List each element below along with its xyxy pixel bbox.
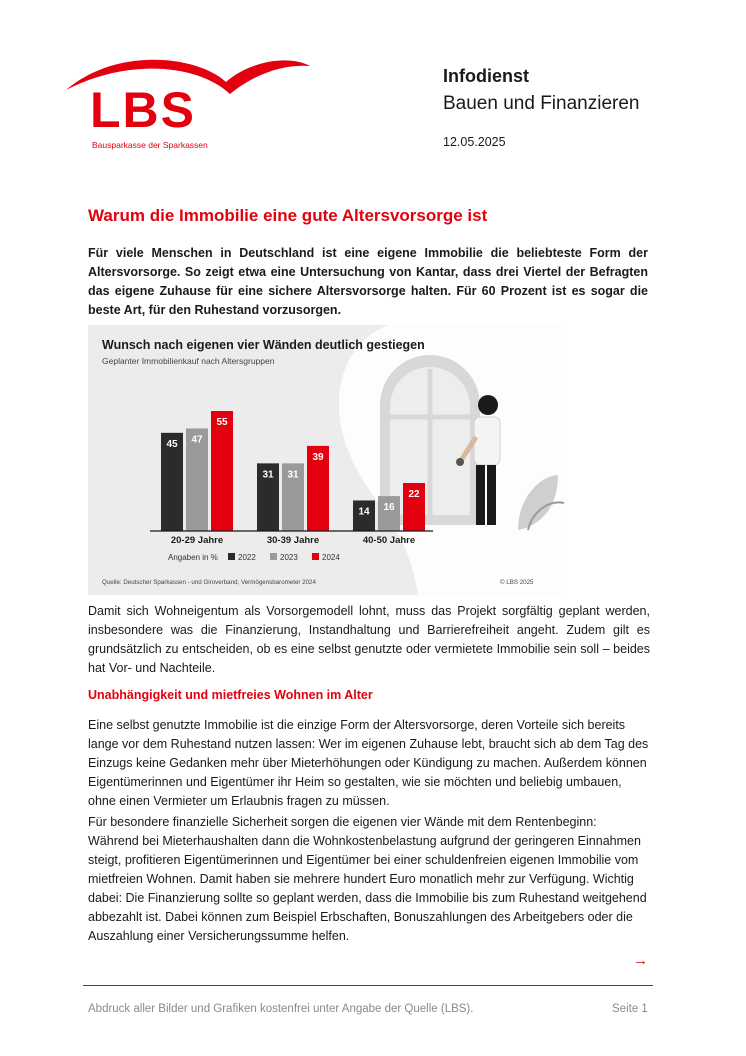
header-title: Infodienst [443, 66, 529, 86]
chart-subtitle: Geplanter Immobilienkauf nach Altersgruppen [102, 356, 275, 366]
logo-tagline: Bausparkasse der Sparkassen [92, 140, 208, 150]
next-page-arrow-icon[interactable]: → [633, 952, 648, 969]
bar-value-label: 55 [216, 417, 228, 428]
article-paragraph-3: Für besondere finanzielle Sicherheit sorgen die eigenen vier Wände mit dem Rentenbeginn: Während bei Mieterhaushalten dann die Wohnkostenbelastung aufgrund der geringeren Einnahmen steigt, profitieren Eigentümerinnen und Eigentümer bei einer schuldenfreien eigenen Immobilie vom mietfreien Wohnen. Damit haben sie mehrere hundert Euro monatlich mehr zur Verfügung. Wichtig dabei: Die Finanzierung sollte so geplant werden, dass die Immobilie bis zum Ruhestand weitgehend abbezahlt ist. Dabei können zum Beispiel Erbschaften, Bonuszahlungen des Arbeitgebers oder die Auszahlung einer Versicherungssumme helfen. [88, 815, 647, 943]
bar-value-label: 31 [287, 469, 299, 481]
bar-value-label: 39 [312, 451, 324, 463]
category-label: 30-39 Jahre [266, 535, 320, 546]
logo-wordmark: LBS [90, 82, 196, 138]
category-label: 20-29 Jahre [170, 535, 224, 546]
legend-label-2024: 2024 [322, 553, 340, 562]
legend-label-2023: 2023 [280, 553, 298, 562]
footer-page-number: Seite 1 [612, 1003, 648, 1015]
bar-value-label: 31 [262, 469, 274, 481]
bar-2024-0 [211, 411, 233, 531]
legend-swatch-2022 [228, 553, 235, 560]
footer-divider [83, 985, 653, 986]
legend-unit-label: Angaben in % [168, 553, 218, 562]
chart-copyright: © LBS 2025 [500, 579, 534, 586]
bar-value-label: 47 [191, 434, 203, 446]
bar-value-label: 45 [166, 438, 178, 450]
article-paragraph-2: Eine selbst genutzte Immobilie ist die einzige Form der Altersvorsorge, deren Vorteile sich bereits lange vor dem Ruhestand nutzen lassen: Wer im eigenen Zuhause lebt, braucht sich ab dem Tag des Einzugs keine Gedanken mehr über Mieterhöhungen oder Kündigung zu machen. Außerdem können Eigentümerinnen und Eigentümer ihr Heim so gestalten, wie sie möchten und beliebig umbauen, ohne einen Vermieter um Erlaubnis fragen zu müssen. [88, 718, 649, 808]
chart-title: Wunsch nach eigenen vier Wänden deutlich gestiegen [102, 338, 425, 352]
legend-swatch-2024 [312, 553, 319, 560]
bar-value-label: 22 [408, 489, 420, 500]
bar-value-label: 16 [383, 502, 395, 514]
bar-value-label: 14 [358, 506, 370, 518]
legend-swatch-2023 [270, 553, 277, 560]
footer-note: Abdruck aller Bilder und Grafiken kostenfrei unter Angabe der Quelle (LBS). [88, 1003, 474, 1015]
article-headline: Warum die Immobilie eine gute Altersvorsorge ist [88, 206, 488, 225]
category-label: 40-50 Jahre [362, 535, 416, 546]
header-date: 12.05.2025 [443, 135, 506, 149]
header-subtitle: Bauen und Finanzieren [443, 93, 640, 114]
legend-label-2022: 2022 [238, 553, 256, 562]
article-lead: Für viele Menschen in Deutschland ist eine eigene Immobilie die beliebteste Form der Altersvorsorge. So zeigt etwa eine Untersuchung von Kantar, dass drei Viertel der Befragten das eigene Zuhause für eine sichere Altersvorsorge halten. Für 60 Prozent ist es sogar die beste Art, für den Ruhestand vorzusorgen. [88, 246, 648, 317]
chart-source: Quelle: Deutscher Sparkassen - und Giroverband, Vermögensbarometer 2024 [102, 579, 316, 586]
article-subheading: Unabhängigkeit und mietfreies Wohnen im Alter [88, 688, 373, 702]
chart-canvas [88, 325, 566, 595]
article-paragraph-1: Damit sich Wohneigentum als Vorsorgemodell lohnt, muss das Projekt sorgfältig geplant werden, insbesondere was die Finanzierung, Instandhaltung und Barrierefreiheit angeht. Zudem gilt es grundsätzlich zu entscheiden, ob es eine selbst genutzte oder vermietete Immobilie sein soll – beides hat Vor- und Nachteile. [88, 604, 650, 675]
bar-chart [88, 325, 566, 595]
